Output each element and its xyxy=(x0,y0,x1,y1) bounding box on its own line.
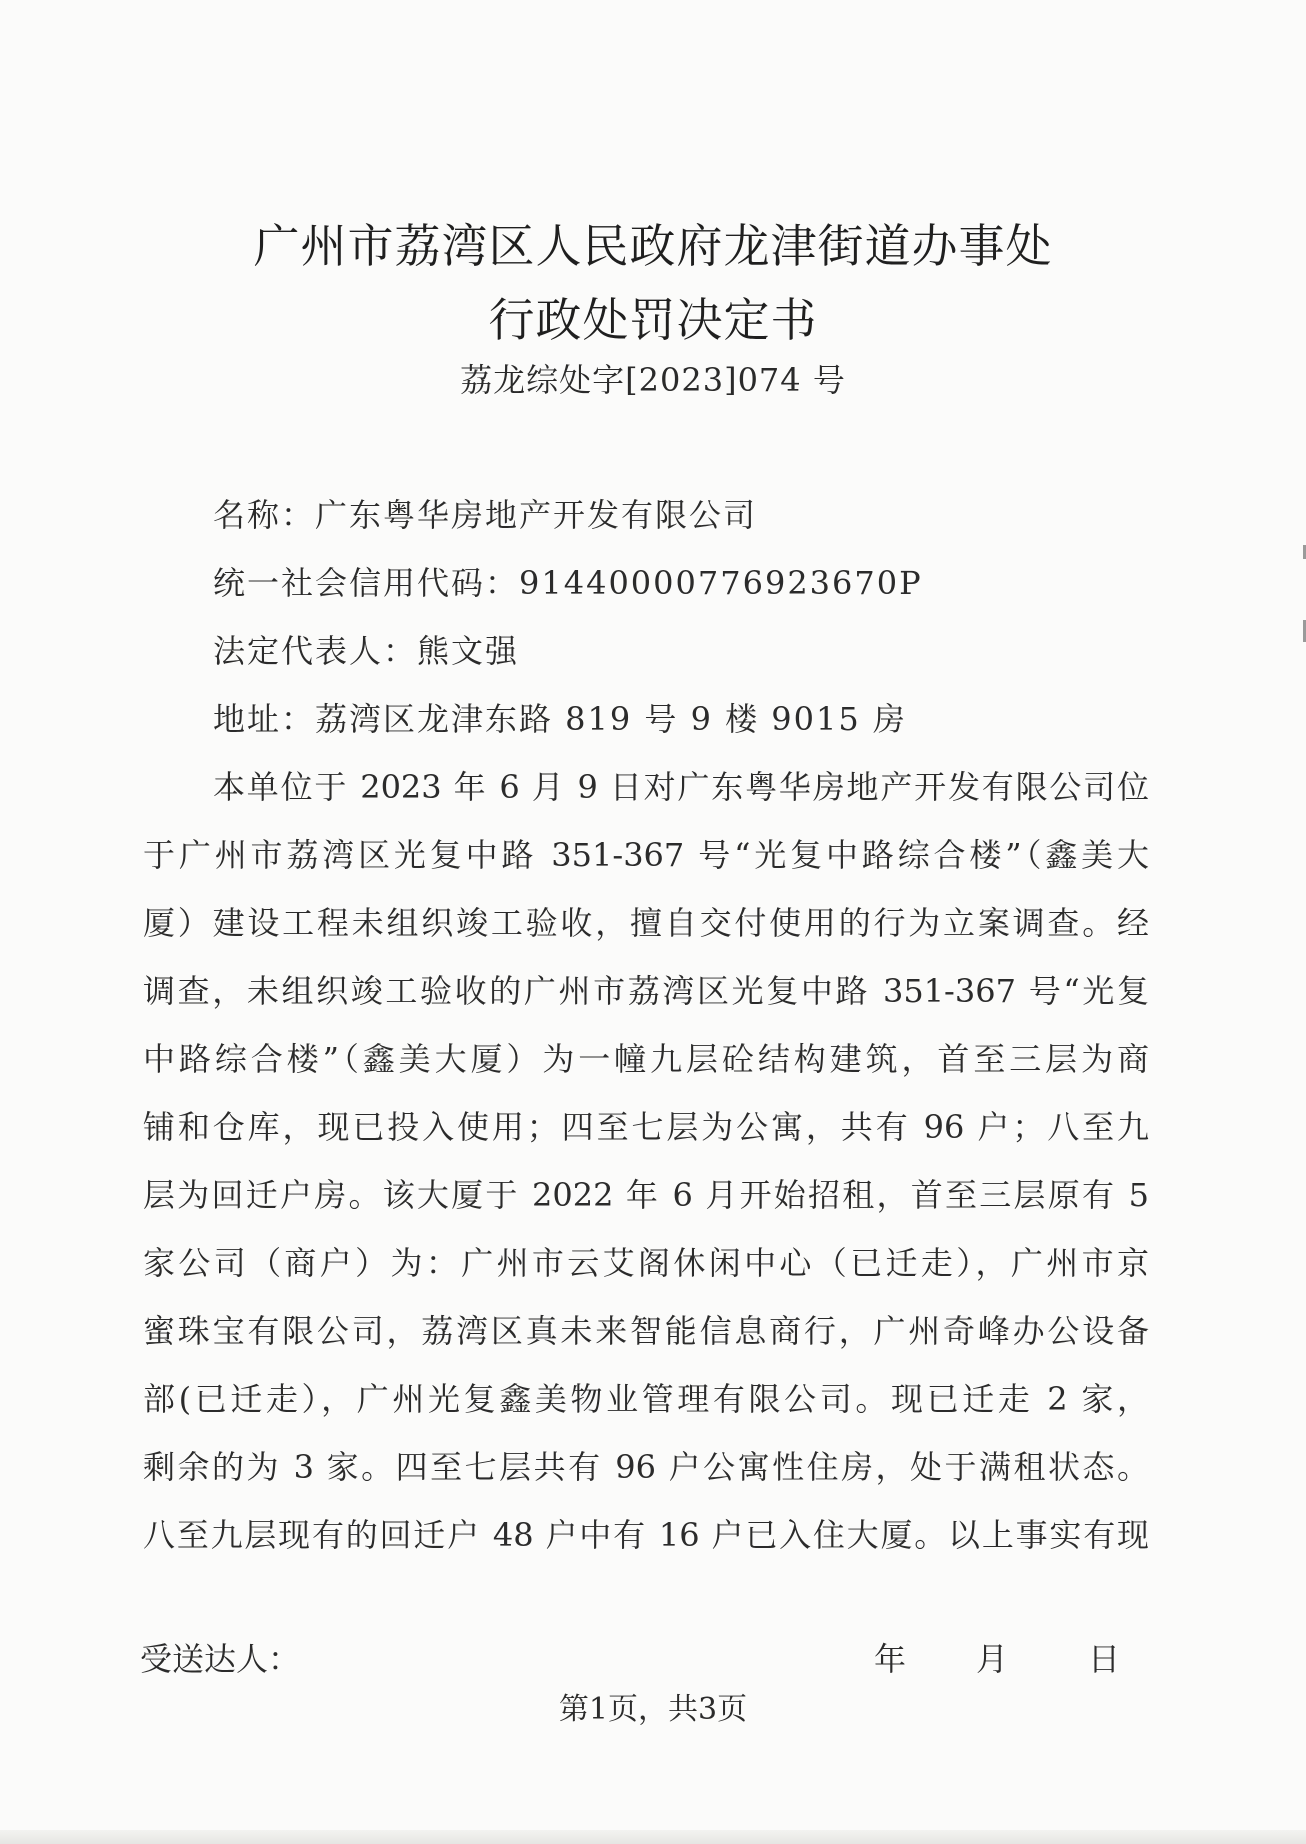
party-legal-representative: 法定代表人：熊文强 xyxy=(213,632,520,670)
body-line: 中路综合楼”（鑫美大厦）为一幢九层砼结构建筑，首至三层为商 xyxy=(143,1040,1149,1078)
body-line: 调查，未组织竣工验收的广州市荔湾区光复中路 351-367 号“光复 xyxy=(143,972,1149,1010)
body-line: 八至九层现有的回迁户 48 户中有 16 户已入住大厦。以上事实有现 xyxy=(143,1516,1149,1554)
date-year-label: 年 xyxy=(874,1640,907,1678)
body-line: 部(已迁走），广州光复鑫美物业管理有限公司。现已迁走 2 家， xyxy=(143,1380,1149,1418)
date-day-label: 日 xyxy=(1088,1640,1121,1678)
page-indicator: 第1页，共3页 xyxy=(558,1692,748,1727)
document-title-line-2: 行政处罚决定书 xyxy=(488,293,818,347)
body-line: 铺和仓库，现已投入使用；四至七层为公寓，共有 96 户；八至九 xyxy=(143,1108,1149,1146)
body-line: 家公司（商户）为：广州市云艾阁休闲中心（已迁走），广州市京 xyxy=(143,1244,1149,1282)
document-number: 荔龙综处字[2023]074 号 xyxy=(460,361,846,399)
body-line: 本单位于 2023 年 6 月 9 日对广东粤华房地产开发有限公司位 xyxy=(213,768,1149,806)
party-credit-code: 统一社会信用代码：91440000776923670P xyxy=(213,564,923,602)
document-title-line-1: 广州市荔湾区人民政府龙津街道办事处 xyxy=(253,219,1053,273)
body-line: 蜜珠宝有限公司，荔湾区真未来智能信息商行，广州奇峰办公设备 xyxy=(143,1312,1149,1350)
date-month-label: 月 xyxy=(976,1640,1009,1678)
body-line: 于广州市荔湾区光复中路 351-367 号“光复中路综合楼”（鑫美大 xyxy=(143,836,1149,874)
body-line: 剩余的为 3 家。四至七层共有 96 户公寓性住房，处于满租状态。 xyxy=(143,1448,1149,1486)
body-line: 层为回迁户房。该大厦于 2022 年 6 月开始招租，首至三层原有 5 xyxy=(143,1176,1149,1214)
party-address: 地址：荔湾区龙津东路 819 号 9 楼 9015 房 xyxy=(213,700,907,738)
receiver-label: 受送达人： xyxy=(140,1640,301,1678)
party-name: 名称：广东粤华房地产开发有限公司 xyxy=(213,496,758,534)
body-line: 厦）建设工程未组织竣工验收，擅自交付使用的行为立案调查。经 xyxy=(143,904,1149,942)
scan-bottom-edge xyxy=(0,1830,1306,1844)
